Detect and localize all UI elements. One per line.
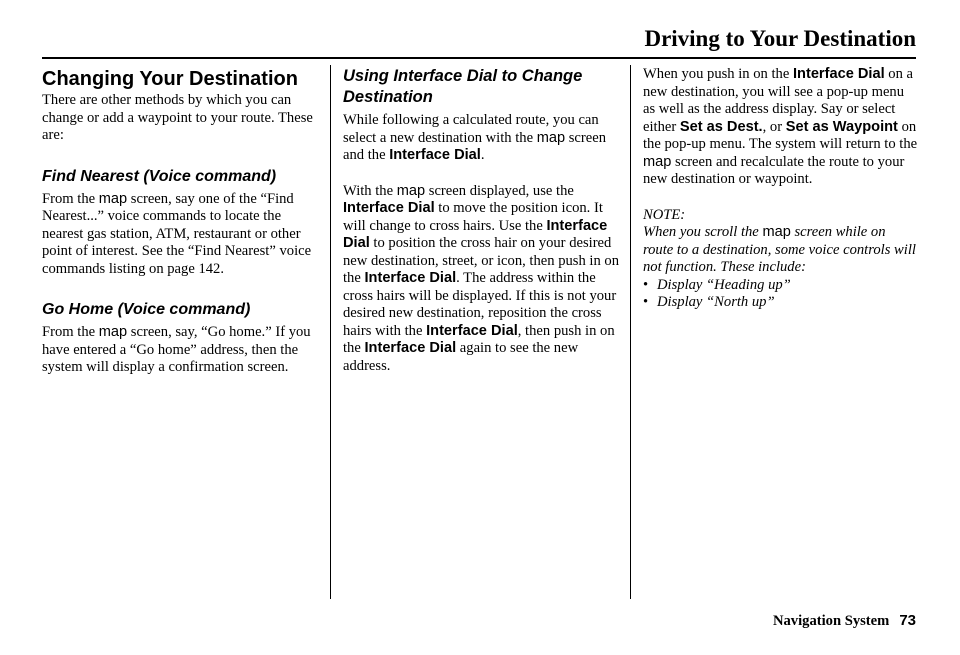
column-divider-right — [630, 65, 631, 599]
find-nearest-paragraph: From the map screen, say one of the “Find Nearest...” voice commands to locate the nearest gas station, ATM, restaurant or other point of interest. See the “Find Nearest” voice commands listing on page 142. — [42, 190, 312, 277]
map-keyword: map — [98, 190, 128, 207]
go-home-title: Go Home (Voice command) — [42, 301, 251, 318]
map-keyword: map — [643, 153, 672, 170]
page-number: 73 — [899, 612, 916, 629]
set-as-waypoint-keyword: Set as Waypoint — [785, 118, 898, 135]
page-header-title: Driving to Your Destination — [644, 26, 916, 51]
note-paragraph: When you scroll the map screen while on route to a destination, some voice controls will not function. These include: — [643, 224, 916, 275]
find-nearest-title: Find Nearest (Voice command) — [42, 167, 277, 185]
header-rule — [42, 57, 916, 59]
interface-dial-title: Using Interface Dial to Change Destination — [343, 67, 583, 106]
section-title: Changing Your Destination — [42, 68, 298, 90]
intro-paragraph: There are other methods by which you can change or add a waypoint to your route. These are: — [42, 92, 313, 143]
interface-dial-keyword: Interface Dial — [792, 66, 885, 82]
interface-dial-keyword: Interface Dial — [389, 147, 481, 163]
list-item: • Display “Heading up” — [643, 277, 919, 295]
map-keyword: map — [536, 129, 566, 146]
interface-dial-keyword: Interface Dial — [343, 200, 435, 216]
list-item: • Display “North up” — [643, 294, 919, 312]
popup-menu-paragraph: When you push in on the Interface Dial on a new destination, you will see a pop-up menu as well as the address display. Say or select either Set as Dest., or Set as Waypoint on the pop-up menu. The system will return to the map screen and recalculate the route to your new destination or waypoint. — [643, 66, 918, 187]
column-divider-left — [330, 65, 331, 599]
column-2 — [343, 66, 619, 375]
interface-dial-keyword: Interface Dial — [364, 270, 457, 286]
interface-dial-paragraph-1: While following a calculated route, you can select a new destination with the map screen and the Interface Dial. — [343, 112, 607, 163]
go-home-paragraph: From the map screen, say, “Go home.” If you have entered a “Go home” address, then the system will display a confirmation screen. — [42, 324, 311, 375]
interface-dial-keyword: Interface Dial — [343, 217, 608, 251]
map-keyword: map — [98, 324, 128, 340]
column-1 — [42, 66, 320, 377]
interface-dial-paragraph-2: With the map screen displayed, use the Interface Dial to move the position icon. It will change to cross hairs. Use the Interface Dial to position the cross hair on your desired new destination, street, or icon, then push in on the Interface Dial. The address within the cross hairs will be displayed. If this is not your desired new destination, reposition the cross hairs with the Interface Dial, then push in on the Interface Dial again to see the new address. — [343, 182, 620, 374]
interface-dial-keyword: Interface Dial — [426, 322, 518, 339]
column-3 — [643, 66, 919, 312]
set-as-dest-keyword: Set as Dest. — [679, 118, 763, 135]
note-label: NOTE: — [643, 206, 686, 223]
map-keyword: map — [396, 182, 426, 199]
page-footer — [773, 612, 916, 630]
footer-label: Navigation System — [772, 613, 890, 629]
interface-dial-keyword: Interface Dial — [364, 340, 457, 356]
note-bullet-list — [643, 277, 919, 312]
map-keyword: map — [762, 224, 791, 240]
